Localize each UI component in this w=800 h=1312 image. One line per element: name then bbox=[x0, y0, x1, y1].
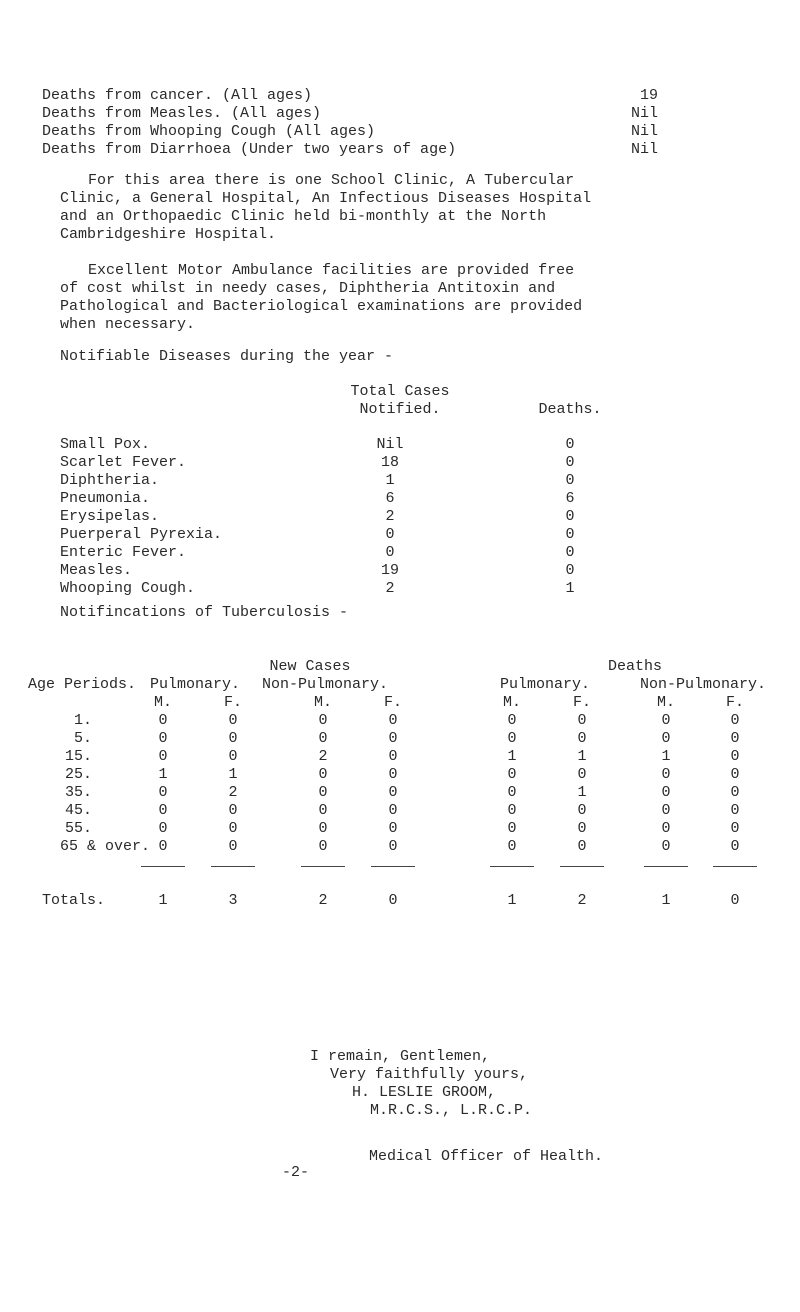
tb-cell: 0 bbox=[507, 730, 517, 747]
tb-cell: 0 bbox=[577, 712, 587, 729]
age-period: 15. bbox=[64, 748, 92, 765]
disease-name: Diphtheria. bbox=[60, 472, 160, 489]
tb-cell: 2 bbox=[228, 784, 238, 801]
cases-value: 18 bbox=[380, 454, 399, 471]
tb-cell: 1 bbox=[577, 784, 587, 801]
tb-cell: 0 bbox=[388, 748, 398, 765]
disease-name: Pneumonia. bbox=[60, 490, 151, 507]
total-value: 0 bbox=[730, 892, 740, 909]
tb-cell: 1 bbox=[158, 766, 168, 783]
tb-cell: 0 bbox=[318, 820, 328, 837]
sex-header: F. bbox=[223, 694, 242, 711]
pulmonary-deaths-header: Pulmonary. bbox=[500, 676, 591, 693]
tb-cell: 1 bbox=[661, 748, 671, 765]
deaths-line: Deaths from cancer. (All ages) bbox=[42, 87, 313, 104]
tb-cell: 0 bbox=[730, 712, 740, 729]
total-rule bbox=[141, 866, 185, 867]
cases-header: Notified. bbox=[359, 401, 441, 418]
deaths-count: 0 bbox=[565, 544, 575, 561]
non-pulmonary-header: Non-Pulmonary. bbox=[262, 676, 389, 693]
pulmonary-header: Pulmonary. bbox=[150, 676, 241, 693]
non-pulmonary-deaths-header: Non-Pulmonary. bbox=[640, 676, 767, 693]
signatory-qualifications: M.R.C.S., L.R.C.P. bbox=[370, 1102, 533, 1119]
disease-name: Small Pox. bbox=[60, 436, 151, 453]
total-rule bbox=[490, 866, 534, 867]
tb-cell: 0 bbox=[507, 838, 517, 855]
sex-header: M. bbox=[313, 694, 332, 711]
tb-cell: 0 bbox=[158, 802, 168, 819]
deaths-count: 0 bbox=[565, 508, 575, 525]
tb-cell: 0 bbox=[388, 802, 398, 819]
deaths-value: 19 bbox=[639, 87, 658, 104]
disease-name: Erysipelas. bbox=[60, 508, 160, 525]
cases-header: Total Cases bbox=[350, 383, 450, 400]
tb-cell: 2 bbox=[318, 748, 328, 765]
age-period: 5. bbox=[73, 730, 92, 747]
age-period: 65 & over. bbox=[60, 838, 151, 855]
paragraph-line: Cambridgeshire Hospital. bbox=[60, 226, 277, 243]
sex-header: F. bbox=[383, 694, 402, 711]
total-value: 2 bbox=[577, 892, 587, 909]
tb-cell: 0 bbox=[730, 802, 740, 819]
tb-cell: 0 bbox=[318, 802, 328, 819]
signatory-name: H. LESLIE GROOM, bbox=[352, 1084, 497, 1101]
tb-cell: 0 bbox=[228, 838, 238, 855]
tb-cell: 0 bbox=[730, 784, 740, 801]
tuberculosis-heading: Notifincations of Tuberculosis - bbox=[60, 604, 349, 621]
age-periods-header: Age Periods. bbox=[28, 676, 137, 693]
tb-cell: 0 bbox=[730, 748, 740, 765]
age-period: 25. bbox=[64, 766, 92, 783]
deaths-count: 0 bbox=[565, 436, 575, 453]
closing-line: Very faithfully yours, bbox=[330, 1066, 529, 1083]
deaths-line: Deaths from Diarrhoea (Under two years of age) bbox=[42, 141, 457, 158]
tb-cell: 0 bbox=[661, 730, 671, 747]
tb-cell: 0 bbox=[318, 838, 328, 855]
deaths-count: 0 bbox=[565, 526, 575, 543]
total-value: 2 bbox=[318, 892, 328, 909]
tb-cell: 0 bbox=[228, 802, 238, 819]
paragraph-line: and an Orthopaedic Clinic held bi-monthly at the North bbox=[60, 208, 547, 225]
paragraph-line: of cost whilst in needy cases, Diphtheria Antitoxin and bbox=[60, 280, 556, 297]
tb-cell: 0 bbox=[158, 838, 168, 855]
tb-cell: 0 bbox=[228, 820, 238, 837]
cases-value: Nil bbox=[376, 436, 404, 453]
tb-cell: 0 bbox=[661, 802, 671, 819]
sex-header: M. bbox=[502, 694, 521, 711]
cases-value: 0 bbox=[385, 526, 395, 543]
total-value: 0 bbox=[388, 892, 398, 909]
deaths-line: Deaths from Whooping Cough (All ages) bbox=[42, 123, 376, 140]
total-rule bbox=[211, 866, 255, 867]
age-period: 55. bbox=[64, 820, 92, 837]
cases-value: 1 bbox=[385, 472, 395, 489]
tb-cell: 0 bbox=[388, 766, 398, 783]
deaths-count: 0 bbox=[565, 562, 575, 579]
deaths-count: 1 bbox=[565, 580, 575, 597]
tb-cell: 0 bbox=[730, 766, 740, 783]
tb-cell: 0 bbox=[507, 766, 517, 783]
age-period: 45. bbox=[64, 802, 92, 819]
tb-cell: 0 bbox=[388, 820, 398, 837]
cases-value: 6 bbox=[385, 490, 395, 507]
tb-cell: 1 bbox=[577, 748, 587, 765]
tb-cell: 0 bbox=[318, 730, 328, 747]
tb-cell: 0 bbox=[228, 712, 238, 729]
disease-name: Whooping Cough. bbox=[60, 580, 196, 597]
paragraph-line: For this area there is one School Clinic, A Tubercular bbox=[88, 172, 575, 189]
tb-cell: 0 bbox=[507, 820, 517, 837]
total-rule bbox=[644, 866, 688, 867]
tb-cell: 0 bbox=[661, 766, 671, 783]
tb-cell: 0 bbox=[158, 730, 168, 747]
paragraph-line: when necessary. bbox=[60, 316, 196, 333]
totals-label: Totals. bbox=[42, 892, 106, 909]
total-value: 3 bbox=[228, 892, 238, 909]
deaths-count: 6 bbox=[565, 490, 575, 507]
paragraph-line: Clinic, a General Hospital, An Infectious Diseases Hospital bbox=[60, 190, 592, 207]
disease-name: Scarlet Fever. bbox=[60, 454, 187, 471]
disease-name: Measles. bbox=[60, 562, 133, 579]
sex-header: M. bbox=[153, 694, 172, 711]
disease-name: Enteric Fever. bbox=[60, 544, 187, 561]
tb-cell: 1 bbox=[507, 748, 517, 765]
paragraph-line: Pathological and Bacteriological examinations are provided bbox=[60, 298, 583, 315]
cases-value: 2 bbox=[385, 580, 395, 597]
age-period: 35. bbox=[64, 784, 92, 801]
tb-cell: 0 bbox=[158, 748, 168, 765]
tb-cell: 0 bbox=[577, 766, 587, 783]
tb-cell: 0 bbox=[388, 838, 398, 855]
tb-cell: 0 bbox=[661, 838, 671, 855]
tb-cell: 0 bbox=[228, 730, 238, 747]
tb-cell: 0 bbox=[577, 802, 587, 819]
tb-cell: 0 bbox=[507, 802, 517, 819]
tb-cell: 0 bbox=[388, 712, 398, 729]
tb-cell: 1 bbox=[228, 766, 238, 783]
tb-cell: 0 bbox=[730, 820, 740, 837]
tb-cell: 0 bbox=[730, 838, 740, 855]
new-cases-header: New Cases bbox=[269, 658, 351, 675]
tb-cell: 0 bbox=[158, 712, 168, 729]
tb-cell: 0 bbox=[661, 820, 671, 837]
tb-cell: 0 bbox=[388, 730, 398, 747]
total-rule bbox=[560, 866, 604, 867]
notifiable-heading: Notifiable Diseases during the year - bbox=[60, 348, 394, 365]
tb-cell: 0 bbox=[577, 730, 587, 747]
page-number: -2- bbox=[282, 1164, 310, 1181]
tb-cell: 0 bbox=[577, 820, 587, 837]
deaths-line: Deaths from Measles. (All ages) bbox=[42, 105, 322, 122]
tb-cell: 0 bbox=[507, 784, 517, 801]
tb-cell: 0 bbox=[661, 712, 671, 729]
total-value: 1 bbox=[507, 892, 517, 909]
deaths-value: Nil bbox=[630, 141, 658, 158]
total-value: 1 bbox=[661, 892, 671, 909]
tb-cell: 0 bbox=[318, 784, 328, 801]
signatory-title: Medical Officer of Health. bbox=[369, 1148, 604, 1165]
sex-header: F. bbox=[572, 694, 591, 711]
deaths-count: 0 bbox=[565, 454, 575, 471]
total-rule bbox=[713, 866, 757, 867]
deaths-value: Nil bbox=[630, 123, 658, 140]
deaths-count: 0 bbox=[565, 472, 575, 489]
total-rule bbox=[301, 866, 345, 867]
disease-name: Puerperal Pyrexia. bbox=[60, 526, 223, 543]
cases-value: 19 bbox=[380, 562, 399, 579]
deaths-value: Nil bbox=[630, 105, 658, 122]
cases-value: 2 bbox=[385, 508, 395, 525]
tb-cell: 0 bbox=[318, 712, 328, 729]
sex-header: M. bbox=[656, 694, 675, 711]
tb-cell: 0 bbox=[228, 748, 238, 765]
tb-cell: 0 bbox=[158, 784, 168, 801]
tb-cell: 0 bbox=[661, 784, 671, 801]
total-rule bbox=[371, 866, 415, 867]
cases-value: 0 bbox=[385, 544, 395, 561]
sex-header: F. bbox=[725, 694, 744, 711]
tb-cell: 0 bbox=[507, 712, 517, 729]
paragraph-line: Excellent Motor Ambulance facilities are provided free bbox=[88, 262, 575, 279]
age-period: 1. bbox=[73, 712, 92, 729]
closing-line: I remain, Gentlemen, bbox=[310, 1048, 491, 1065]
tb-cell: 0 bbox=[158, 820, 168, 837]
tb-deaths-header: Deaths bbox=[607, 658, 662, 675]
tb-cell: 0 bbox=[388, 784, 398, 801]
tb-cell: 0 bbox=[730, 730, 740, 747]
total-value: 1 bbox=[158, 892, 168, 909]
tb-cell: 0 bbox=[577, 838, 587, 855]
tb-cell: 0 bbox=[318, 766, 328, 783]
deaths-header: Deaths. bbox=[538, 401, 602, 418]
